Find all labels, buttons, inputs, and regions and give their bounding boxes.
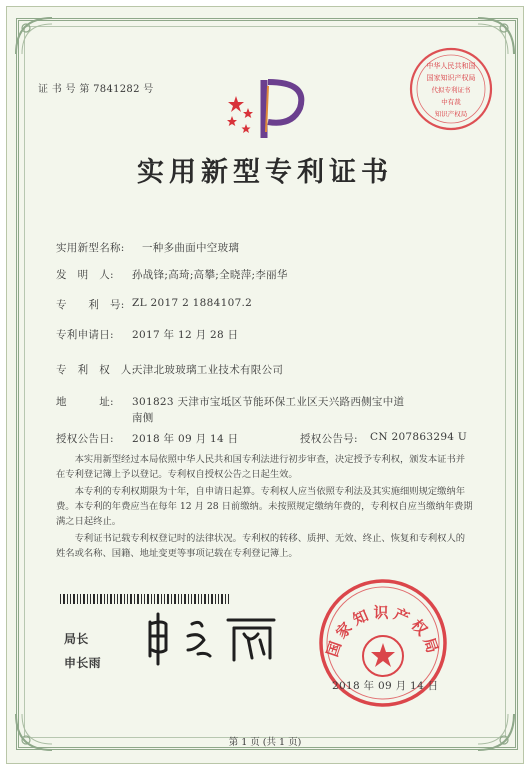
model-name-label: 实用新型名称:	[56, 242, 125, 254]
cnipa-logo-icon	[222, 74, 310, 144]
body-paragraph: 本专利的专利权期限为十年，自申请日起算。专利权人应当依照专利法及其实施细则规定缴纳年费。本专利的年费应当在每年 12 月 28 日前缴纳。未按照规定缴纳年费的，专利权自应当缴纳年费期满之日起终止。	[56, 486, 473, 527]
director-name: 申长雨	[64, 656, 101, 670]
seal-text-line: 国家知识产权局	[426, 74, 476, 82]
address-value-line1: 301823 天津市宝坻区节能环保工业区天兴路西侧宝中道	[132, 396, 405, 408]
grant-number-value: CN 207863294 U	[370, 431, 468, 443]
grant-date-value: 2018 年 09 月 14 日	[132, 433, 239, 445]
seal-text-line: 中有裁	[441, 98, 461, 106]
certificate-number: 证 书 号 第 7841282 号	[38, 84, 154, 95]
filing-date-label: 专利申请日:	[56, 329, 114, 341]
patent-number-value: ZL 2017 2 1884107.2	[132, 297, 253, 309]
filing-date-value: 2017 年 12 月 28 日	[132, 329, 239, 341]
patent-number-label: 专 利 号:	[56, 299, 125, 311]
address-value-line2: 南侧	[132, 412, 154, 424]
model-name-value: 一种多曲面中空玻璃	[142, 242, 240, 254]
corner-ornament-icon	[12, 14, 58, 60]
body-paragraph: 本实用新型经过本局依照中华人民共和国专利法进行初步审查，决定授予专利权，颁发本证书并在专利登记簿上予以登记。专利权自授权公告之日起生效。	[56, 454, 466, 480]
body-paragraph: 专利证书记载专利权登记时的法律状况。专利权的转移、质押、无效、终止、恢复和专利权人的姓名或名称、国籍、地址变更等事项记载在专利登记簿上。	[56, 533, 466, 559]
top-seal-stamp-icon	[408, 46, 494, 132]
seal-date: 2018 年 09 月 14 日	[332, 680, 439, 692]
barcode-icon	[60, 594, 230, 604]
page-footer: 第 1 页 (共 1 页)	[228, 737, 302, 748]
address-label: 地 址:	[56, 396, 114, 408]
seal-text-line: 代拟专利证书	[431, 86, 471, 94]
grant-date-label: 授权公告日:	[56, 433, 114, 445]
handwritten-signature	[140, 610, 290, 666]
patentee-label: 专 利 权 人:	[56, 364, 136, 376]
seal-arc-text: 国家知识产权局	[323, 603, 443, 659]
inventor-label: 发 明 人:	[56, 269, 114, 281]
seal-text-line: 中华人民共和国	[426, 62, 476, 70]
seal-text-line: 知识产权局	[434, 110, 468, 118]
patentee-value: 天津北玻玻璃工业技术有限公司	[132, 364, 284, 376]
page-title: 实用新型专利证书	[137, 157, 393, 188]
grant-number-label: 授权公告号:	[300, 433, 358, 445]
inventor-value: 孙战锋;高琦;高攀;全晓萍;李丽华	[132, 269, 288, 281]
director-title: 局长	[64, 632, 89, 646]
